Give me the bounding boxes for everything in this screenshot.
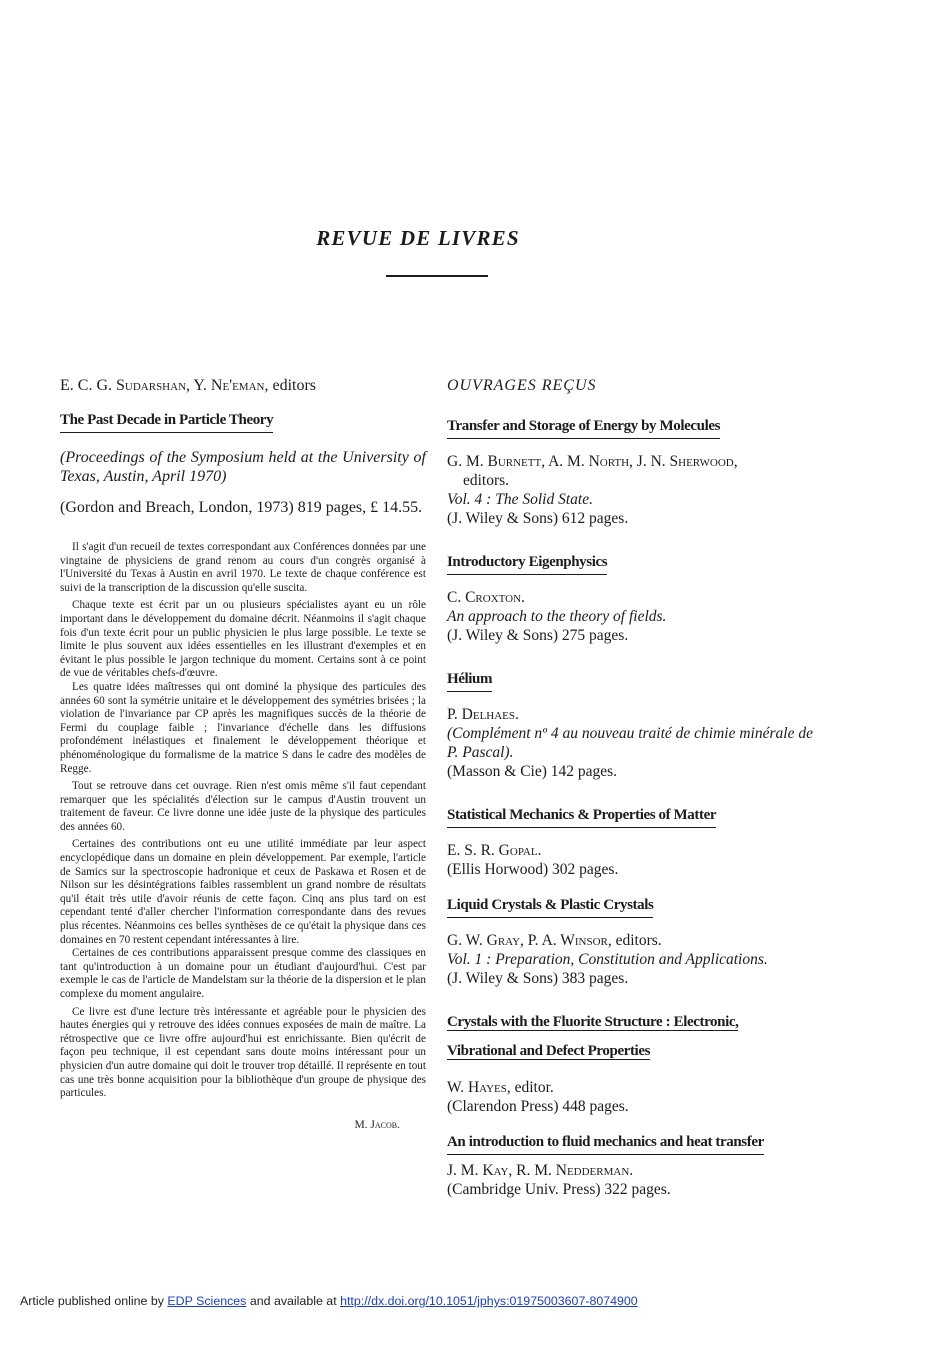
received-entry [447,669,817,781]
entry-authors: G. W. Gray, P. A. Winsor, [447,932,612,949]
received-entry [447,1132,817,1199]
received-entry [447,552,817,645]
review-signature: M. Jacob. [354,1118,400,1131]
entry-authors: C. Croxton. [447,589,525,606]
footer-middle: and available at [246,1294,341,1308]
entry-volume: Vol. 4 : The Solid State. [447,491,593,508]
received-entry [447,1008,817,1116]
review-authors-suffix: editors [268,377,317,394]
review-proceedings: (Proceedings of the Symposium held at the University of Texas, Austin, April 1970) [60,449,426,485]
received-column [447,372,817,1199]
review-paragraph: Il s'agit d'un recueil de textes correspondant aux Conférences données par une vingtaine de physiciens de grand renom au cours d'un congrès organisé à l'Université du Texas à Austin en avril 1970. Le texte de chaque conférence est suivi de la transcription de la discussion qu'elle suscita. [60,541,426,594]
received-entry [447,805,817,879]
entry-subtitle: An approach to the theory of fields. [447,608,667,625]
entry-title: Introductory Eigenphysics [447,552,607,575]
received-entry [447,895,817,988]
review-body [60,541,426,1101]
entry-authors-line [447,931,817,950]
entry-authors-suffix: editor. [510,1079,554,1096]
entry-publisher: (Clarendon Press) 448 pages. [447,1098,629,1115]
review-book-title: The Past Decade in Particle Theory [60,410,273,433]
edp-sciences-link[interactable]: EDP Sciences [167,1294,247,1308]
entry-authors-suffix: editors. [611,932,662,949]
page-title: REVUE DE LIVRES [316,226,520,250]
entry-authors: G. M. Burnett, A. M. North, J. N. Sherwood, [447,453,738,470]
entry-authors-line [447,1078,817,1097]
entry-title: Liquid Crystals & Plastic Crystals [447,895,653,918]
entry-title-line: Vibrational and Defect Properties [447,1043,651,1059]
footer-prefix: Article published online by [20,1294,168,1308]
entry-subtitle: (Complément nº 4 au nouveau traité de chimie minérale de P. Pascal). [447,725,813,761]
entry-publisher: (J. Wiley & Sons) 383 pages. [447,970,629,987]
entry-title: Statistical Mechanics & Properties of Matter [447,805,716,828]
review-column [60,372,426,1131]
entry-title [447,1008,817,1066]
entry-authors: E. S. R. Gopal. [447,842,542,859]
doi-link[interactable]: http://dx.doi.org/10.1051/jphys:01975003607-8074900 [340,1294,638,1308]
entry-publisher: (J. Wiley & Sons) 612 pages. [447,510,629,527]
entry-title: Transfer and Storage of Energy by Molecules [447,416,720,439]
review-publisher: (Gordon and Breach, London, 1973) 819 pages, £ 14.55. [60,499,423,516]
entry-authors: P. Delhaes. [447,706,519,723]
review-paragraph: Tout se retrouve dans cet ouvrage. Rien n'est omis même s'il faut cependant remarquer que les spécialités d'élection sur le campus d'Austin trouvent un traitement de faveur. Ce livre donne une idée juste de la physique des particules des années 60. [60,780,426,833]
review-paragraph: Chaque texte est écrit par un ou plusieurs spécialistes ayant eu un rôle important dans le développement du domaine décrit. Néanmoins il s'agit chaque fois d'un texte écrit pour un public physicien le plus large possible. Le texte se limite le plus souvent aux idées essentielles en les illustrant d'exemples et en évitant le plus possible le jargon technique du moment. Certains sont à ce point de vue de véritables chefs-d'œuvre. [60,599,426,680]
title-rule [386,275,488,277]
review-paragraph: Les quatre idées maîtresses qui ont dominé la physique des particules des années 60 sont la symétrie unitaire et le développement des symétries brisées ; la violation de l'invariance par CP après les magnifiques succès de la théorie de Fermi du couplage faible ; l'invariance d'échelle dans les diffusions profondément inélastiques et finalement le développement théorique et phénoménologique du formalisme de la matrice S dans le cadre des modèles de Regge. [60,680,426,775]
review-authors: E. C. G. Sudarshan, Y. Ne'eman, [60,377,269,394]
entry-authors: J. M. Kay, R. M. Nedderman. [447,1162,634,1179]
review-paragraph: Certaines des contributions ont eu une utilité immédiate par leur aspect encyclopédique dans un domaine en plein développement. Par exemple, l'article de Samics sur la spectroscopie hadronique et ceux de Paskawa et Rosen et de Nilson sur les désintégrations faibles rassemblent un grand nombre de résultats qu'il était très utile d'avoir réunis de cette façon. Cinq ans plus tard on est cependant tenté d'aller chercher l'information correspondante dans des revues plus récentes. Néanmoins ces belles synthèses de ce qu'était la physique dans ces domaines en 70 restent cependant intéressantes à lire. [60,838,426,946]
review-paragraph: Certaines de ces contributions apparaissent presque comme des classiques en tant qu'introduction à un domaine pour un étudiant d'aujourd'hui. C'est par exemple le cas de l'article de Mandelstam sur la théorie de la dispersion et le plan complexe du moment angulaire. [60,947,426,1000]
received-heading: OUVRAGES REÇUS [447,377,597,394]
review-byline [60,374,426,397]
entry-volume: Vol. 1 : Preparation, Constitution and Applications. [447,951,768,968]
entry-publisher: (Masson & Cie) 142 pages. [447,763,618,780]
entry-publisher: (Ellis Horwood) 302 pages. [447,861,619,878]
received-entry [447,416,817,528]
entry-title: An introduction to fluid mechanics and heat transfer [447,1132,764,1155]
entry-title: Hélium [447,669,492,692]
entry-authors: W. Hayes, [447,1079,511,1096]
entry-title-line: Crystals with the Fluorite Structure : Electronic, [447,1014,739,1030]
publication-footer [20,1294,638,1308]
entry-publisher: (Cambridge Univ. Press) 322 pages. [447,1181,671,1198]
entry-publisher: (J. Wiley & Sons) 275 pages. [447,627,629,644]
entry-editors: editors. [463,472,510,489]
review-paragraph: Ce livre est d'une lecture très intéressante et agréable pour le physicien des hautes énergies qui y retrouve des idées connues exposées de main de maître. La rétrospective que ce livre offre aujourd'hui est enrichissante. Bien qu'écrit de façon peu technique, il est cependant sans doute moins intéressant pour un physicien d'un autre domaine qui doit le trouver trop détaillé. Il représente en tout cas une très bonne acquisition pour la bibliothèque d'un groupe de physique des particules. [60,1005,426,1100]
